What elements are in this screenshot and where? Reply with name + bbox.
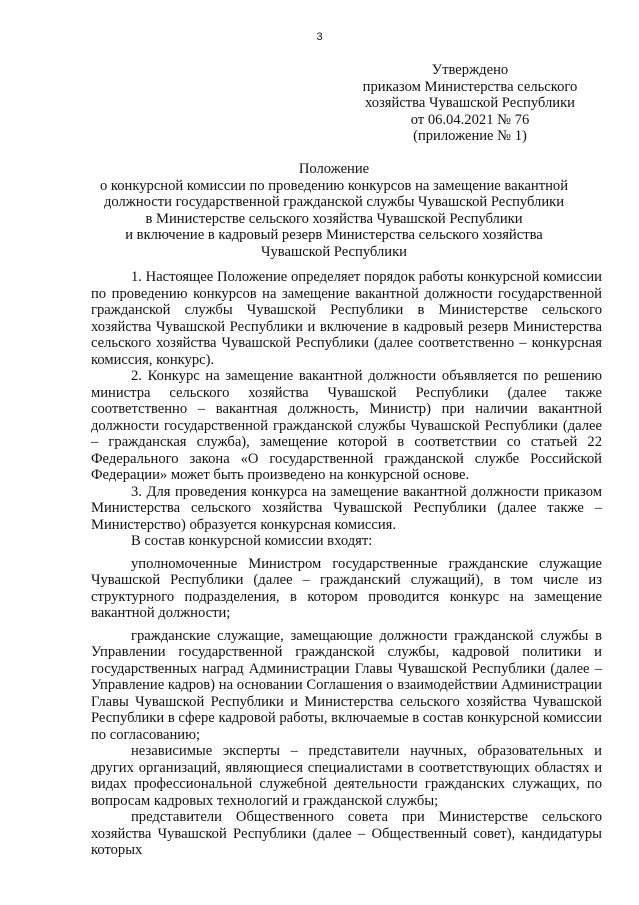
commission-composition-heading: В состав конкурсной комиссии входят: <box>131 533 373 549</box>
title-line: должности государственной гражданской службы Чувашской Республики <box>103 194 565 210</box>
paragraph-3: 3. Для проведения конкурса на замещение вакантной должности приказом Министерства сельского хозяйства Чувашской Республики (далее также – Министерство) образуется конкурсная комиссия. <box>91 483 602 533</box>
list-item-independent-experts: независимые эксперты – представители научных, образовательных и других организаций, являющиеся специалистами в соответствующих областях и видах профессиональной служебной деятельности гражданских служащих, по вопросам кадровых технологий и гражданской службы; <box>91 743 602 809</box>
title-line: Чувашской Республики <box>261 243 407 260</box>
title-line: в Министерстве сельского хозяйства Чувашской Республики <box>145 210 523 227</box>
approval-line: от 06.04.2021 № 76 <box>410 111 530 128</box>
list-item-public-council: представители Общественного совета при Министерстве сельского хозяйства Чувашской Республики (далее – Общественный совет), кандидатуры которых <box>91 809 602 858</box>
approval-stamp <box>350 62 590 145</box>
document-body <box>91 269 602 859</box>
approval-line: хозяйства Чувашской Республики <box>365 95 575 111</box>
approval-line: (приложение № 1) <box>413 128 527 144</box>
title-line: Положение <box>298 161 370 177</box>
list-item-hr-department-servants: гражданские служащие, замещающие должности гражданской службы в Управлении государственной гражданской службы, кадровой политики и государственных наград Администрации Главы Чувашской Республики (далее – Управление кадров) на основании Соглашения о взаимодействии Администрации Главы Чувашской Республики и Министерства сельского хозяйства Чувашской Республики в сфере кадровой работы, включаемые в состав конкурсной комиссии по согласованию; <box>91 627 602 743</box>
title-line: и включение в кадровый резерв Министерства сельского хозяйства <box>125 227 543 243</box>
document-title <box>60 161 608 260</box>
list-item-authorized-servants: уполномоченные Министром государственные гражданские служащие Чувашской Республики (далее – гражданский служащий), в том числе из структурного подразделения, в котором проводится конкурс на замещение вакантной должности; <box>91 555 602 621</box>
paragraph-1: 1. Настоящее Положение определяет порядок работы конкурсной комиссии по проведению конкурсов на замещение вакантной должности государственной гражданской службы Чувашской Республики в Министерстве сельского хозяйства Чувашской Республики и включение в кадровый резерв Министерства сельского хозяйства Чувашской Республики (далее соответственно – конкурсная комиссия, конкурс). <box>91 269 602 368</box>
page-number: 3 <box>316 31 323 43</box>
approval-line: приказом Министерства сельского <box>362 78 578 95</box>
approval-line: Утверждено <box>431 62 509 78</box>
title-line: о конкурсной комиссии по проведению конкурсов на замещение вакантной <box>99 177 569 194</box>
paragraph-2: 2. Конкурс на замещение вакантной должности объявляется по решению министра сельского хозяйства Чувашской Республики (далее также соответственно – вакантная должность, Министр) при наличии вакантной должности государственной гражданской службы Чувашской Республики (далее – гражданская служба), замещение которой в соответствии со статьей 22 Федерального закона «О государственной гражданской службе Российской Федерации» может быть произведено на конкурсной основе. <box>91 368 602 483</box>
